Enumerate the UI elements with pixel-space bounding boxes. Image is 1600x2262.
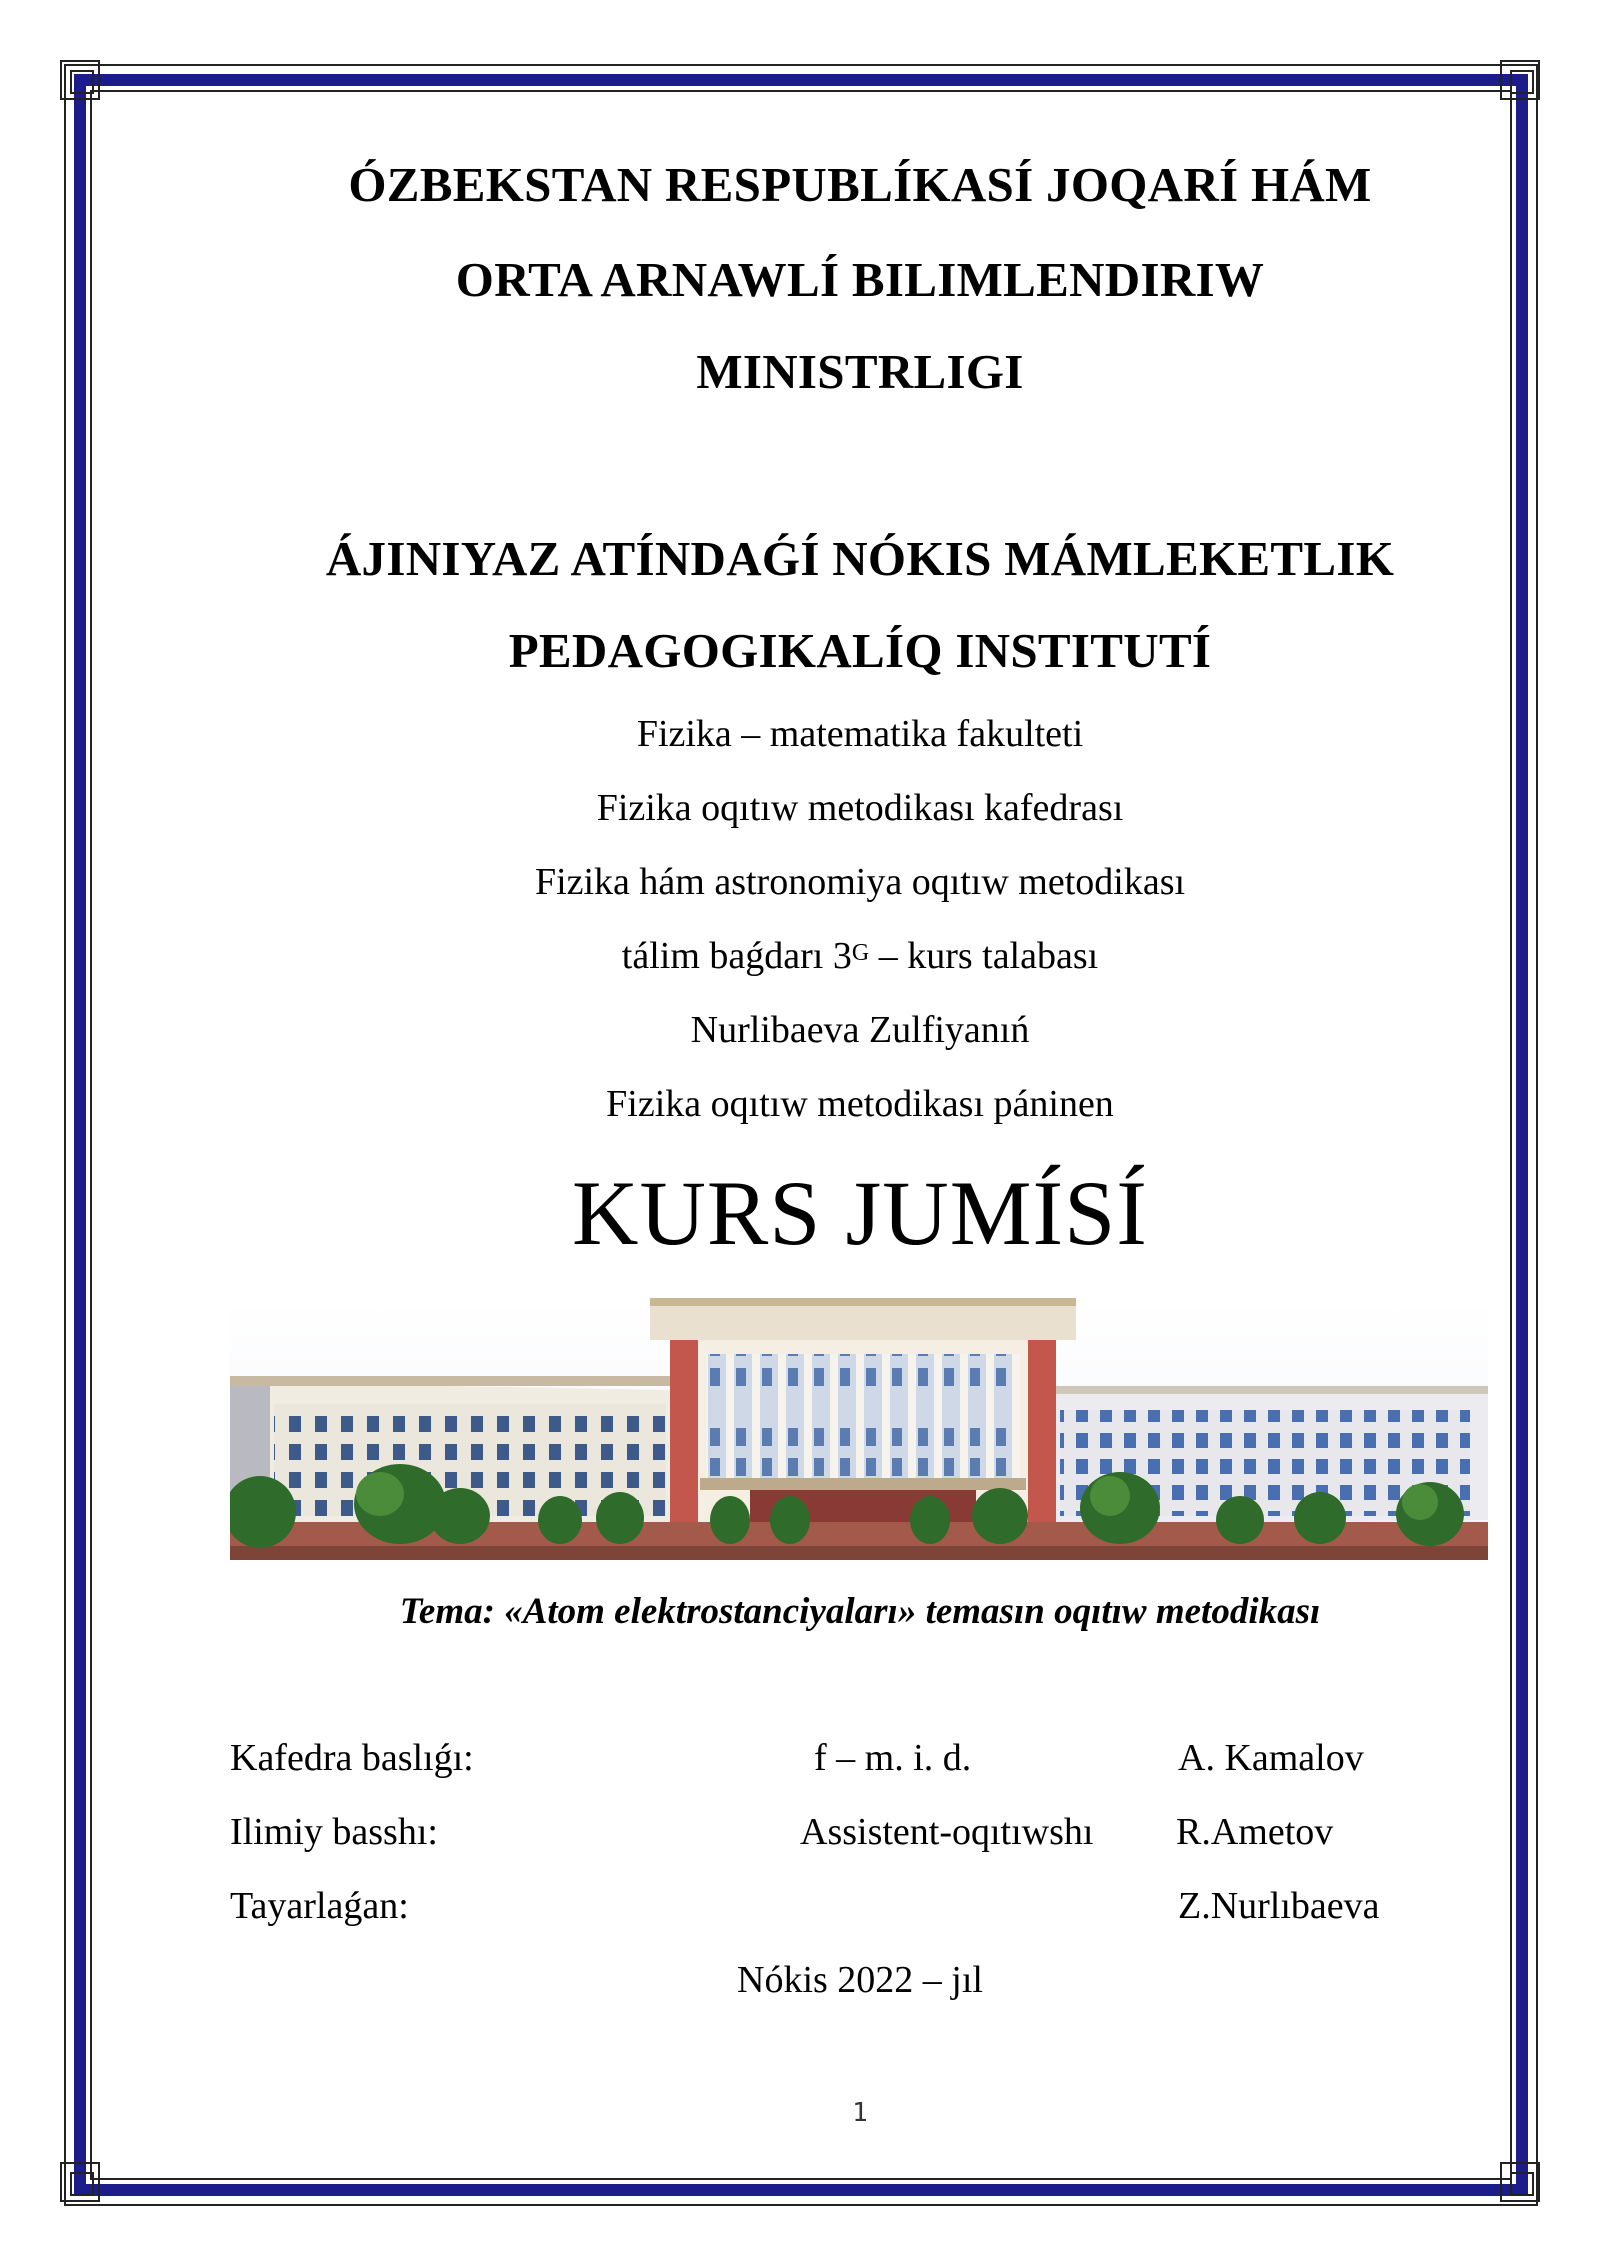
course-line <box>230 934 1490 978</box>
signature-role: Ilimiy basshı: <box>230 1811 438 1853</box>
ministry-title-line-3: MINISTRLIGI <box>696 344 1024 399</box>
signature-role: Tayarlaǵan: <box>230 1885 409 1927</box>
page-frame-inner <box>90 90 1512 2180</box>
frame-corner-ornament <box>60 60 100 100</box>
student-name: Nurlibaeva Zulfiyanıń <box>690 1009 1030 1051</box>
frame-corner-ornament <box>60 2162 100 2202</box>
signature-name: R.Ametov <box>1176 1811 1334 1853</box>
place-and-year: Nókis 2022 – jıl <box>737 1959 983 2001</box>
signature-degree: Assistent-oqıtıwshı <box>800 1811 1094 1853</box>
ministry-title-line-1: ÓZBEKSTAN RESPUBLÍKASÍ JOQARÍ HÁM <box>348 157 1372 212</box>
theme-line: Tema: «Atom elektrostanciyaları» temasın oqıtıw metodikası <box>399 1591 1321 1632</box>
course-superscript: G <box>851 940 870 966</box>
subject-name: Fizika oqıtıw metodikası páninen <box>606 1083 1114 1125</box>
faculty-name: Fizika – matematika fakulteti <box>636 713 1084 755</box>
signature-name: Z.Nurlıbaeva <box>1178 1885 1380 1927</box>
document-title: KURS JUMÍSÍ <box>572 1162 1148 1264</box>
study-direction: Fizika hám astronomiya oqıtıw metodikası <box>534 861 1186 903</box>
frame-corner-ornament <box>1500 60 1540 100</box>
course-prefix: tálim baǵdarı 3 <box>621 935 852 977</box>
signature-role: Kafedra baslıǵı: <box>230 1737 474 1779</box>
frame-corner-ornament <box>1500 2162 1540 2202</box>
ministry-title-line-2: ORTA ARNAWLÍ BILIMLENDIRIW <box>455 252 1265 307</box>
institute-title-line-1: ÁJINIYAZ ATÍNDAǴÍ NÓKIS MÁMLEKETLIK <box>325 531 1395 586</box>
institute-building-image <box>230 1298 1488 1560</box>
signature-degree: f – m. i. d. <box>814 1737 972 1779</box>
page-number: 1 <box>852 2098 868 2128</box>
course-suffix: – kurs talabası <box>869 935 1099 977</box>
department-name: Fizika oqıtıw metodikası kafedrası <box>596 787 1124 829</box>
signature-name: A. Kamalov <box>1178 1737 1364 1779</box>
institute-title-line-2: PEDAGOGIKALÍQ INSTITUTÍ <box>508 623 1212 678</box>
